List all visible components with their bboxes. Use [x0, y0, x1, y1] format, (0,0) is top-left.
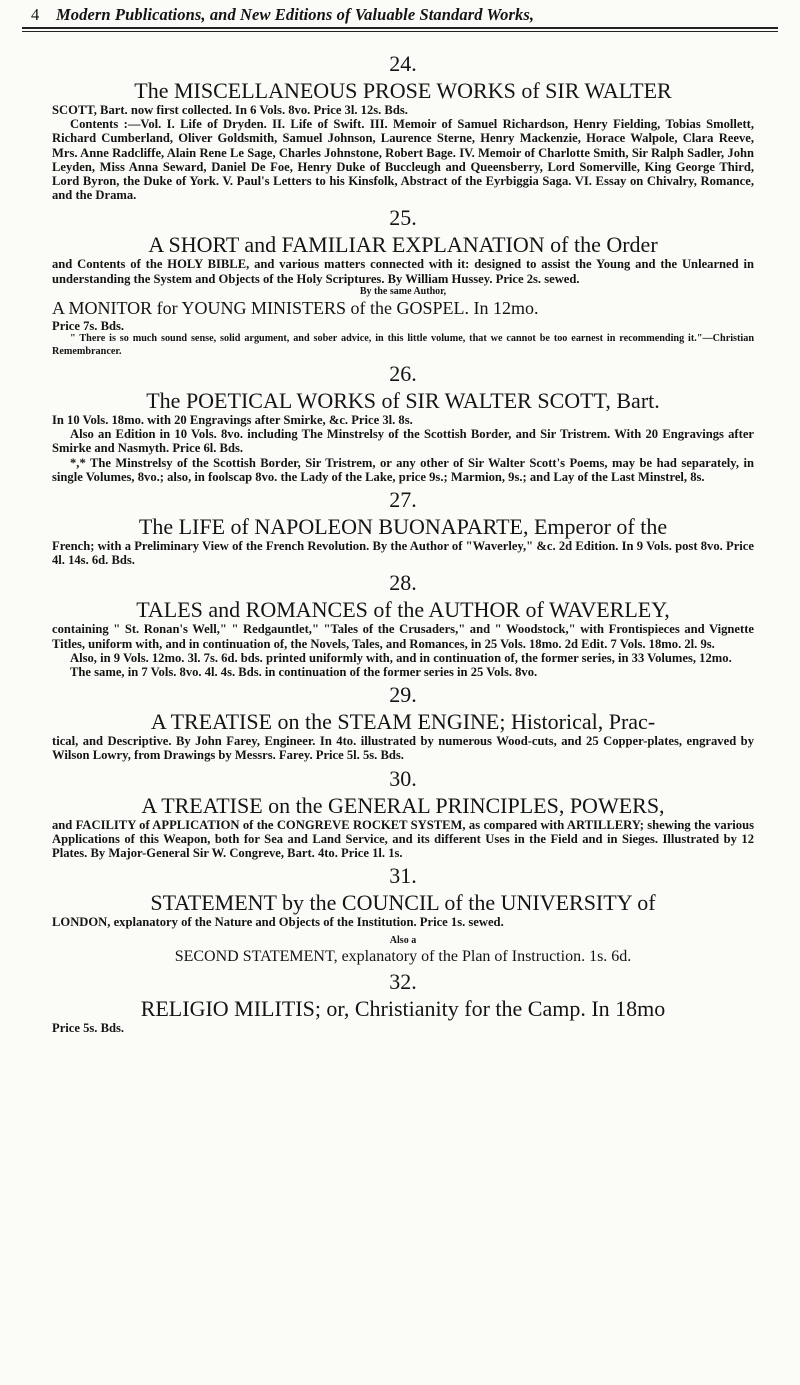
- entry-byline: By the same Author,: [359, 285, 447, 297]
- page-number: 4: [31, 5, 40, 24]
- entry-body: In 10 Vols. 18mo. with 20 Engravings after Smirke, &c. Price 3l. 8s.: [52, 413, 413, 428]
- entry-number: 26.: [389, 361, 417, 387]
- running-head-title: Modern Publications, and New Editions of Valuable Standard Works,: [56, 5, 535, 24]
- entry-body: and Contents of the HOLY BIBLE, and various matters connected with it: designed to assist the Young and the Unlearned in understanding the System and Objects of the Holy Scriptures. By William Hussey. Price 2s. sewed.: [52, 257, 754, 286]
- entry-number: 27.: [389, 487, 417, 513]
- entry-number: 30.: [389, 765, 417, 791]
- entry-32: [52, 970, 754, 1035]
- entry-heading: RELIGIO MILITIS; or, Christianity for the Camp. In 18mo: [140, 996, 666, 1022]
- entry-number: 29.: [389, 682, 417, 708]
- entry-29: [52, 683, 754, 762]
- entry-byline: Also a: [389, 935, 417, 947]
- entry-quote: " There is so much sound sense, solid argument, and sober advice, in this little volume, that we cannot be too earnest in recommending it."—Christian Remembrancer.: [52, 333, 754, 357]
- entry-body-3: The same, in 7 Vols. 8vo. 4l. 4s. Bds. in continuation of the former series in 25 Vols. 8vo.: [70, 665, 538, 680]
- entry-body: SCOTT, Bart. now first collected. In 6 Vols. 8vo. Price 3l. 12s. Bds.: [52, 103, 408, 117]
- entry-30: [52, 767, 754, 861]
- entry-contents: Contents :—Vol. I. Life of Dryden. II. Life of Swift. III. Memoir of Samuel Richardson, Henry Fielding, Tobias Smollett, Richard Cumberland, Oliver Goldsmith, Samuel Johnson, Laurence Sterne, Henry Mackenzie, Horace Walpole, Clara Reeve, Mrs. Anne Radcliffe, Alain Rene Le Sage, Charles Johnstone, Robert Bage. IV. Memoir of Charlotte Smith, Sir Ralph Sadler, John Leyden, Miss Anna Seward, Daniel De Foe, Henry Duke of Buccleugh and Queensberry, Lord Somerville, King George Third, Lord Byron, the Duke of York. V. Paul's Letters to his Kinsfolk, Abstract of the Eyrbiggia Saga. VI. Essay on Chivalry, Romance, and the Drama.: [52, 117, 754, 203]
- entry-26: [52, 362, 754, 484]
- entry-heading: The MISCELLANEOUS PROSE WORKS of SIR WALTER: [134, 78, 672, 103]
- entry-subheading: A MONITOR for YOUNG MINISTERS of the GOSPEL. In 12mo.: [52, 297, 539, 318]
- entry-body: tical, and Descriptive. By John Farey, Engineer. In 4to. illustrated by numerous Wood-cuts, and 25 Copper-plates, engraved by Wilson Lowry, from Drawings by Messrs. Farey. Price 5l. 5s. Bds.: [52, 734, 754, 763]
- entry-heading: A SHORT and FAMILIAR EXPLANATION of the Order: [148, 232, 658, 258]
- entry-body: LONDON, explanatory of the Nature and Objects of the Institution. Price 1s. sewed.: [52, 915, 504, 930]
- entry-subheading: SECOND STATEMENT, explanatory of the Plan of Instruction. 1s. 6d.: [174, 948, 632, 966]
- entry-body: containing " St. Ronan's Well," " Redgauntlet," "Tales of the Crusaders," and " Woodstock," with Frontispieces and Vignette Titles, uniform with, and in continuation of, the Novels, Tales, and Romances, in 25 Vols. 18mo. 2d Edit. 7 Vols. 18mo. 2l. 9s.: [52, 622, 754, 651]
- entry-number: 32.: [389, 969, 417, 995]
- entry-number: 24.: [389, 51, 417, 76]
- header-double-rule: [22, 27, 778, 32]
- entry-number: 28.: [389, 570, 417, 596]
- entry-27: [52, 488, 754, 567]
- entry-heading: A TREATISE on the GENERAL PRINCIPLES, POWERS,: [141, 792, 665, 818]
- entry-body-2: Also an Edition in 10 Vols. 8vo. including The Minstrelsy of the Scottish Border, and Sir Tristrem. With 20 Engravings after Smirke and Nasmyth. Price 6l. Bds.: [52, 427, 754, 456]
- entry-25: [52, 206, 754, 358]
- entry-number: 25.: [389, 205, 417, 231]
- entry-heading: The LIFE of NAPOLEON BUONAPARTE, Emperor of the: [138, 514, 668, 540]
- entry-body: and FACILITY of APPLICATION of the CONGREVE ROCKET SYSTEM, as compared with ARTILLERY; shewing the various Applications of this Weapon, both for Sea and Land Service, and its different Uses in the Field and in Sieges. Illustrated by 12 Plates. By Major-General Sir W. Congreve, Bart. 4to. Price 1l. 1s.: [52, 817, 754, 861]
- entry-31: [52, 864, 754, 966]
- entry-heading: The POETICAL WORKS of SIR WALTER SCOTT, Bart.: [146, 388, 660, 414]
- entry-body: French; with a Preliminary View of the French Revolution. By the Author of "Waverley," &c. 2d Edition. In 9 Vols. post 8vo. Price 4l. 14s. 6d. Bds.: [52, 539, 754, 568]
- entry-24: [52, 52, 754, 202]
- entry-heading: A TREATISE on the STEAM ENGINE; Historical, Prac-: [150, 709, 656, 735]
- catalogue-listing: [52, 52, 754, 1036]
- entry-number: 31.: [389, 863, 417, 889]
- entry-heading: TALES and ROMANCES of the AUTHOR of WAVERLEY,: [136, 597, 670, 623]
- entry-body: Price 5s. Bds.: [52, 1021, 125, 1036]
- entry-28: [52, 571, 754, 679]
- entry-price: Price 7s. Bds.: [52, 318, 125, 333]
- entry-note: *,* The Minstrelsy of the Scottish Border, Sir Tristrem, or any other of Sir Walter Scott's Poems, may be had separately, in single Volumes, 8vo.; also, in foolscap 8vo. the Lady of the Lake, price 9s.; Marmion, 9s.; and Lay of the Last Minstrel, 8s.: [52, 455, 754, 484]
- entry-heading: STATEMENT by the COUNCIL of the UNIVERSITY of: [150, 890, 656, 916]
- entry-body-2: Also, in 9 Vols. 12mo. 3l. 7s. 6d. bds. printed uniformly with, and in continuation of, the former series, in 33 Volumes, 12mo.: [70, 650, 732, 665]
